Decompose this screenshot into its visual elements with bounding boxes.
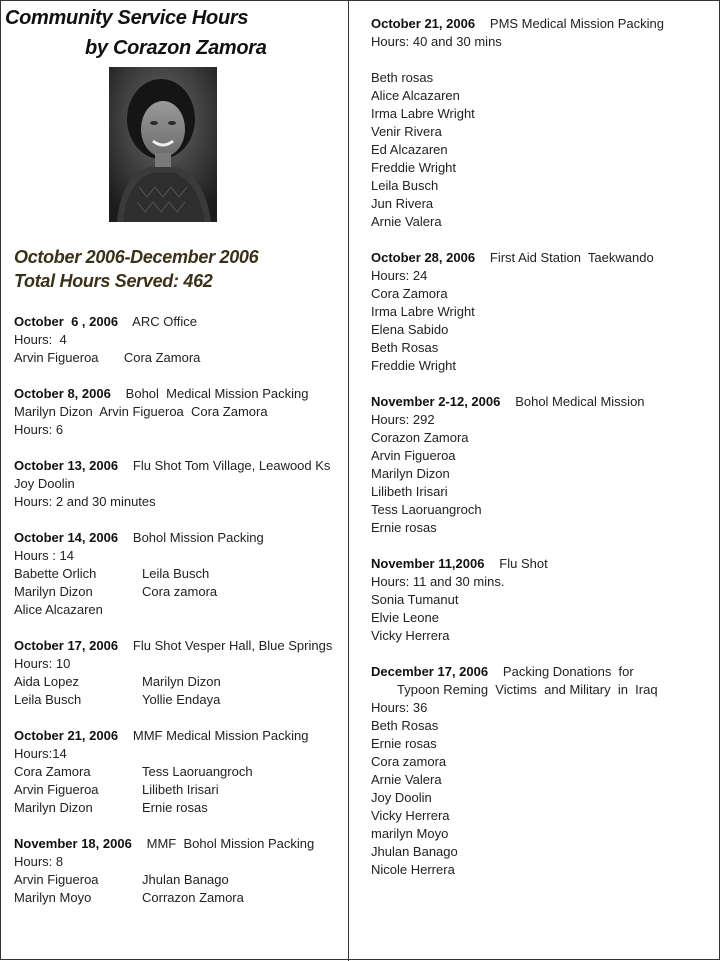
volunteer-name: Marilyn Dizon Arvin Figueroa Cora Zamora <box>14 404 268 419</box>
entry-event: Packing Donations for <box>492 664 634 679</box>
volunteer-name: Beth Rosas <box>371 718 439 733</box>
entry-hours: Hours: 24 <box>371 268 428 283</box>
document-subtitle: by Corazon Zamora <box>85 37 267 59</box>
volunteer-name: Irma Labre Wright <box>371 106 475 121</box>
entry-hours: Hours : 14 <box>14 548 74 563</box>
volunteer-name: Arvin Figueroa <box>14 872 99 887</box>
volunteer-name: Alice Alcazaren <box>371 88 460 103</box>
volunteer-name: Yollie Endaya <box>142 692 221 707</box>
entry-heading <box>14 385 344 403</box>
entry-hours: Hours: 36 <box>371 700 428 715</box>
volunteer-name: Venir Rivera <box>371 124 442 139</box>
entry-hours: Hours:14 <box>14 746 67 761</box>
entry-event: ARC Office <box>122 314 197 329</box>
volunteer-name: Ed Alcazaren <box>371 142 448 157</box>
entry-date: October 28, 2006 <box>371 250 476 265</box>
volunteer-name: Joy Doolin <box>371 790 432 805</box>
entry-hours: Hours: 4 <box>14 332 67 347</box>
entry-heading <box>371 555 711 573</box>
volunteer-name: Vicky Herrera <box>371 808 450 823</box>
entry-date: October 17, 2006 <box>14 638 119 653</box>
volunteer-name: Arnie Valera <box>371 214 442 229</box>
volunteer-pair <box>14 583 344 601</box>
service-entry <box>14 385 344 439</box>
entry-hours: Hours: 2 and 30 minutes <box>14 494 156 509</box>
volunteer-pair <box>14 763 344 781</box>
volunteer-name: Joy Doolin <box>14 476 75 491</box>
volunteer-name <box>371 51 711 69</box>
volunteer-name: Marilyn Moyo <box>14 890 92 905</box>
service-entry <box>14 637 344 709</box>
entry-heading <box>14 727 344 745</box>
entry-date: November 18, 2006 <box>14 836 132 851</box>
portrait-image <box>109 67 217 222</box>
entry-hours: Hours: 11 and 30 mins. <box>371 574 505 589</box>
entry-heading <box>371 663 711 681</box>
volunteer-name: Corrazon Zamora <box>142 890 244 905</box>
volunteer-name: Marilyn Dizon <box>14 800 93 815</box>
volunteer-name: Aida Lopez <box>14 674 80 689</box>
volunteer-pair <box>14 673 344 691</box>
service-entry <box>371 663 711 879</box>
volunteer-name: Jhulan Banago <box>371 844 458 859</box>
entry-hours: Hours: 8 <box>14 854 64 869</box>
volunteer-name: Elvie Leone <box>371 610 439 625</box>
volunteer-name: marilyn Moyo <box>371 826 449 841</box>
entry-date: October 14, 2006 <box>14 530 119 545</box>
left-entries <box>14 313 344 925</box>
entry-hours: Hours: 292 <box>371 412 435 427</box>
volunteer-name: Cora zamora <box>142 584 218 599</box>
volunteer-name: Babette Orlich <box>14 566 97 581</box>
volunteer-name: Leila Busch <box>142 566 210 581</box>
service-entry <box>14 529 344 619</box>
volunteer-name: Lilibeth Irisari <box>371 484 448 499</box>
entry-date: October 21, 2006 <box>371 16 476 31</box>
volunteer-pair <box>14 871 344 889</box>
entry-hours: Hours: 6 <box>14 422 64 437</box>
entry-hours: Hours: 40 and 30 mins <box>371 34 502 49</box>
entry-hours: Hours: 10 <box>14 656 71 671</box>
entry-heading <box>371 249 711 267</box>
volunteer-name: Lilibeth Irisari <box>142 782 219 797</box>
volunteer-pair <box>14 565 344 583</box>
entry-heading <box>14 835 344 853</box>
volunteer-name: Marilyn Dizon <box>14 584 93 599</box>
column-divider <box>348 1 349 961</box>
entry-date: November 11,2006 <box>371 556 485 571</box>
volunteer-name: Beth rosas <box>371 70 434 85</box>
entry-heading <box>371 393 711 411</box>
volunteer-name: Vicky Herrera <box>371 628 450 643</box>
entry-date: October 13, 2006 <box>14 458 119 473</box>
entry-heading <box>14 637 344 655</box>
volunteer-name: Arvin Figueroa <box>14 782 99 797</box>
volunteer-name: Freddie Wright <box>371 358 457 373</box>
service-entry <box>371 249 711 375</box>
volunteer-name: Cora zamora <box>371 754 447 769</box>
entry-heading <box>371 15 711 33</box>
right-entries <box>371 15 711 897</box>
volunteer-name: Ernie rosas <box>142 800 208 815</box>
entry-event: First Aid Station Taekwando <box>479 250 654 265</box>
volunteer-name: Leila Busch <box>371 178 439 193</box>
volunteer-name: Jun Rivera <box>371 196 434 211</box>
volunteer-pair <box>14 781 344 799</box>
volunteer-name: Sonia Tumanut <box>371 592 459 607</box>
entry-event-continued: Typoon Reming Victims and Military in Iraq <box>397 682 658 697</box>
entry-event: PMS Medical Mission Packing <box>479 16 665 31</box>
entry-event: Flu Shot Tom Village, Leawood Ks <box>122 458 331 473</box>
service-entry <box>371 15 711 231</box>
entry-date: October 8, 2006 <box>14 386 111 401</box>
volunteer-name: Irma Labre Wright <box>371 304 475 319</box>
entry-heading <box>14 529 344 547</box>
volunteer-name: Ernie rosas <box>371 520 437 535</box>
volunteer-name: Tess Laoruangroch <box>142 764 253 779</box>
entry-date: October 6 , 2006 <box>14 314 119 329</box>
volunteer-name: Nicole Herrera <box>371 862 455 877</box>
service-entry <box>14 835 344 907</box>
service-entry <box>14 727 344 817</box>
volunteer-name: Arnie Valera <box>371 772 442 787</box>
volunteer-name: Arvin Figueroa Cora Zamora <box>14 350 201 365</box>
volunteer-name: Ernie rosas <box>371 736 437 751</box>
service-entry <box>371 393 711 537</box>
entry-event: Bohol Medical Mission <box>504 394 645 409</box>
volunteer-name: Arvin Figueroa <box>371 448 456 463</box>
total-hours: Total Hours Served: 462 <box>14 271 213 291</box>
volunteer-name: Elena Sabido <box>371 322 449 337</box>
volunteer-name: Marilyn Dizon <box>142 674 221 689</box>
volunteer-pair <box>14 889 344 907</box>
entry-heading <box>14 457 344 475</box>
service-period: October 2006-December 2006 <box>14 247 259 267</box>
volunteer-name: Jhulan Banago <box>142 872 229 887</box>
volunteer-pair <box>14 799 344 817</box>
entry-date: December 17, 2006 <box>371 664 489 679</box>
entry-event: Bohol Medical Mission Packing <box>114 386 309 401</box>
entry-date: October 21, 2006 <box>14 728 119 743</box>
entry-date: November 2-12, 2006 <box>371 394 501 409</box>
volunteer-name: Alice Alcazaren <box>14 602 103 617</box>
volunteer-name: Tess Laoruangroch <box>371 502 482 517</box>
volunteer-name: Beth Rosas <box>371 340 439 355</box>
entry-event: Flu Shot <box>488 556 548 571</box>
volunteer-name: Freddie Wright <box>371 160 457 175</box>
volunteer-name: Marilyn Dizon <box>371 466 450 481</box>
service-entry <box>14 457 344 511</box>
entry-heading <box>14 313 344 331</box>
volunteer-name: Cora Zamora <box>371 286 448 301</box>
volunteer-name: Corazon Zamora <box>371 430 469 445</box>
entry-event: MMF Bohol Mission Packing <box>135 836 315 851</box>
portrait-photo <box>109 67 217 222</box>
volunteer-name: Leila Busch <box>14 692 82 707</box>
entry-event: Flu Shot Vesper Hall, Blue Springs <box>122 638 333 653</box>
volunteer-pair <box>14 691 344 709</box>
volunteer-name: Cora Zamora <box>14 764 91 779</box>
document-title: Community Service Hours <box>5 7 249 29</box>
service-entry <box>371 555 711 645</box>
entry-event: Bohol Mission Packing <box>122 530 264 545</box>
entry-event: MMF Medical Mission Packing <box>122 728 309 743</box>
service-entry <box>14 313 344 367</box>
